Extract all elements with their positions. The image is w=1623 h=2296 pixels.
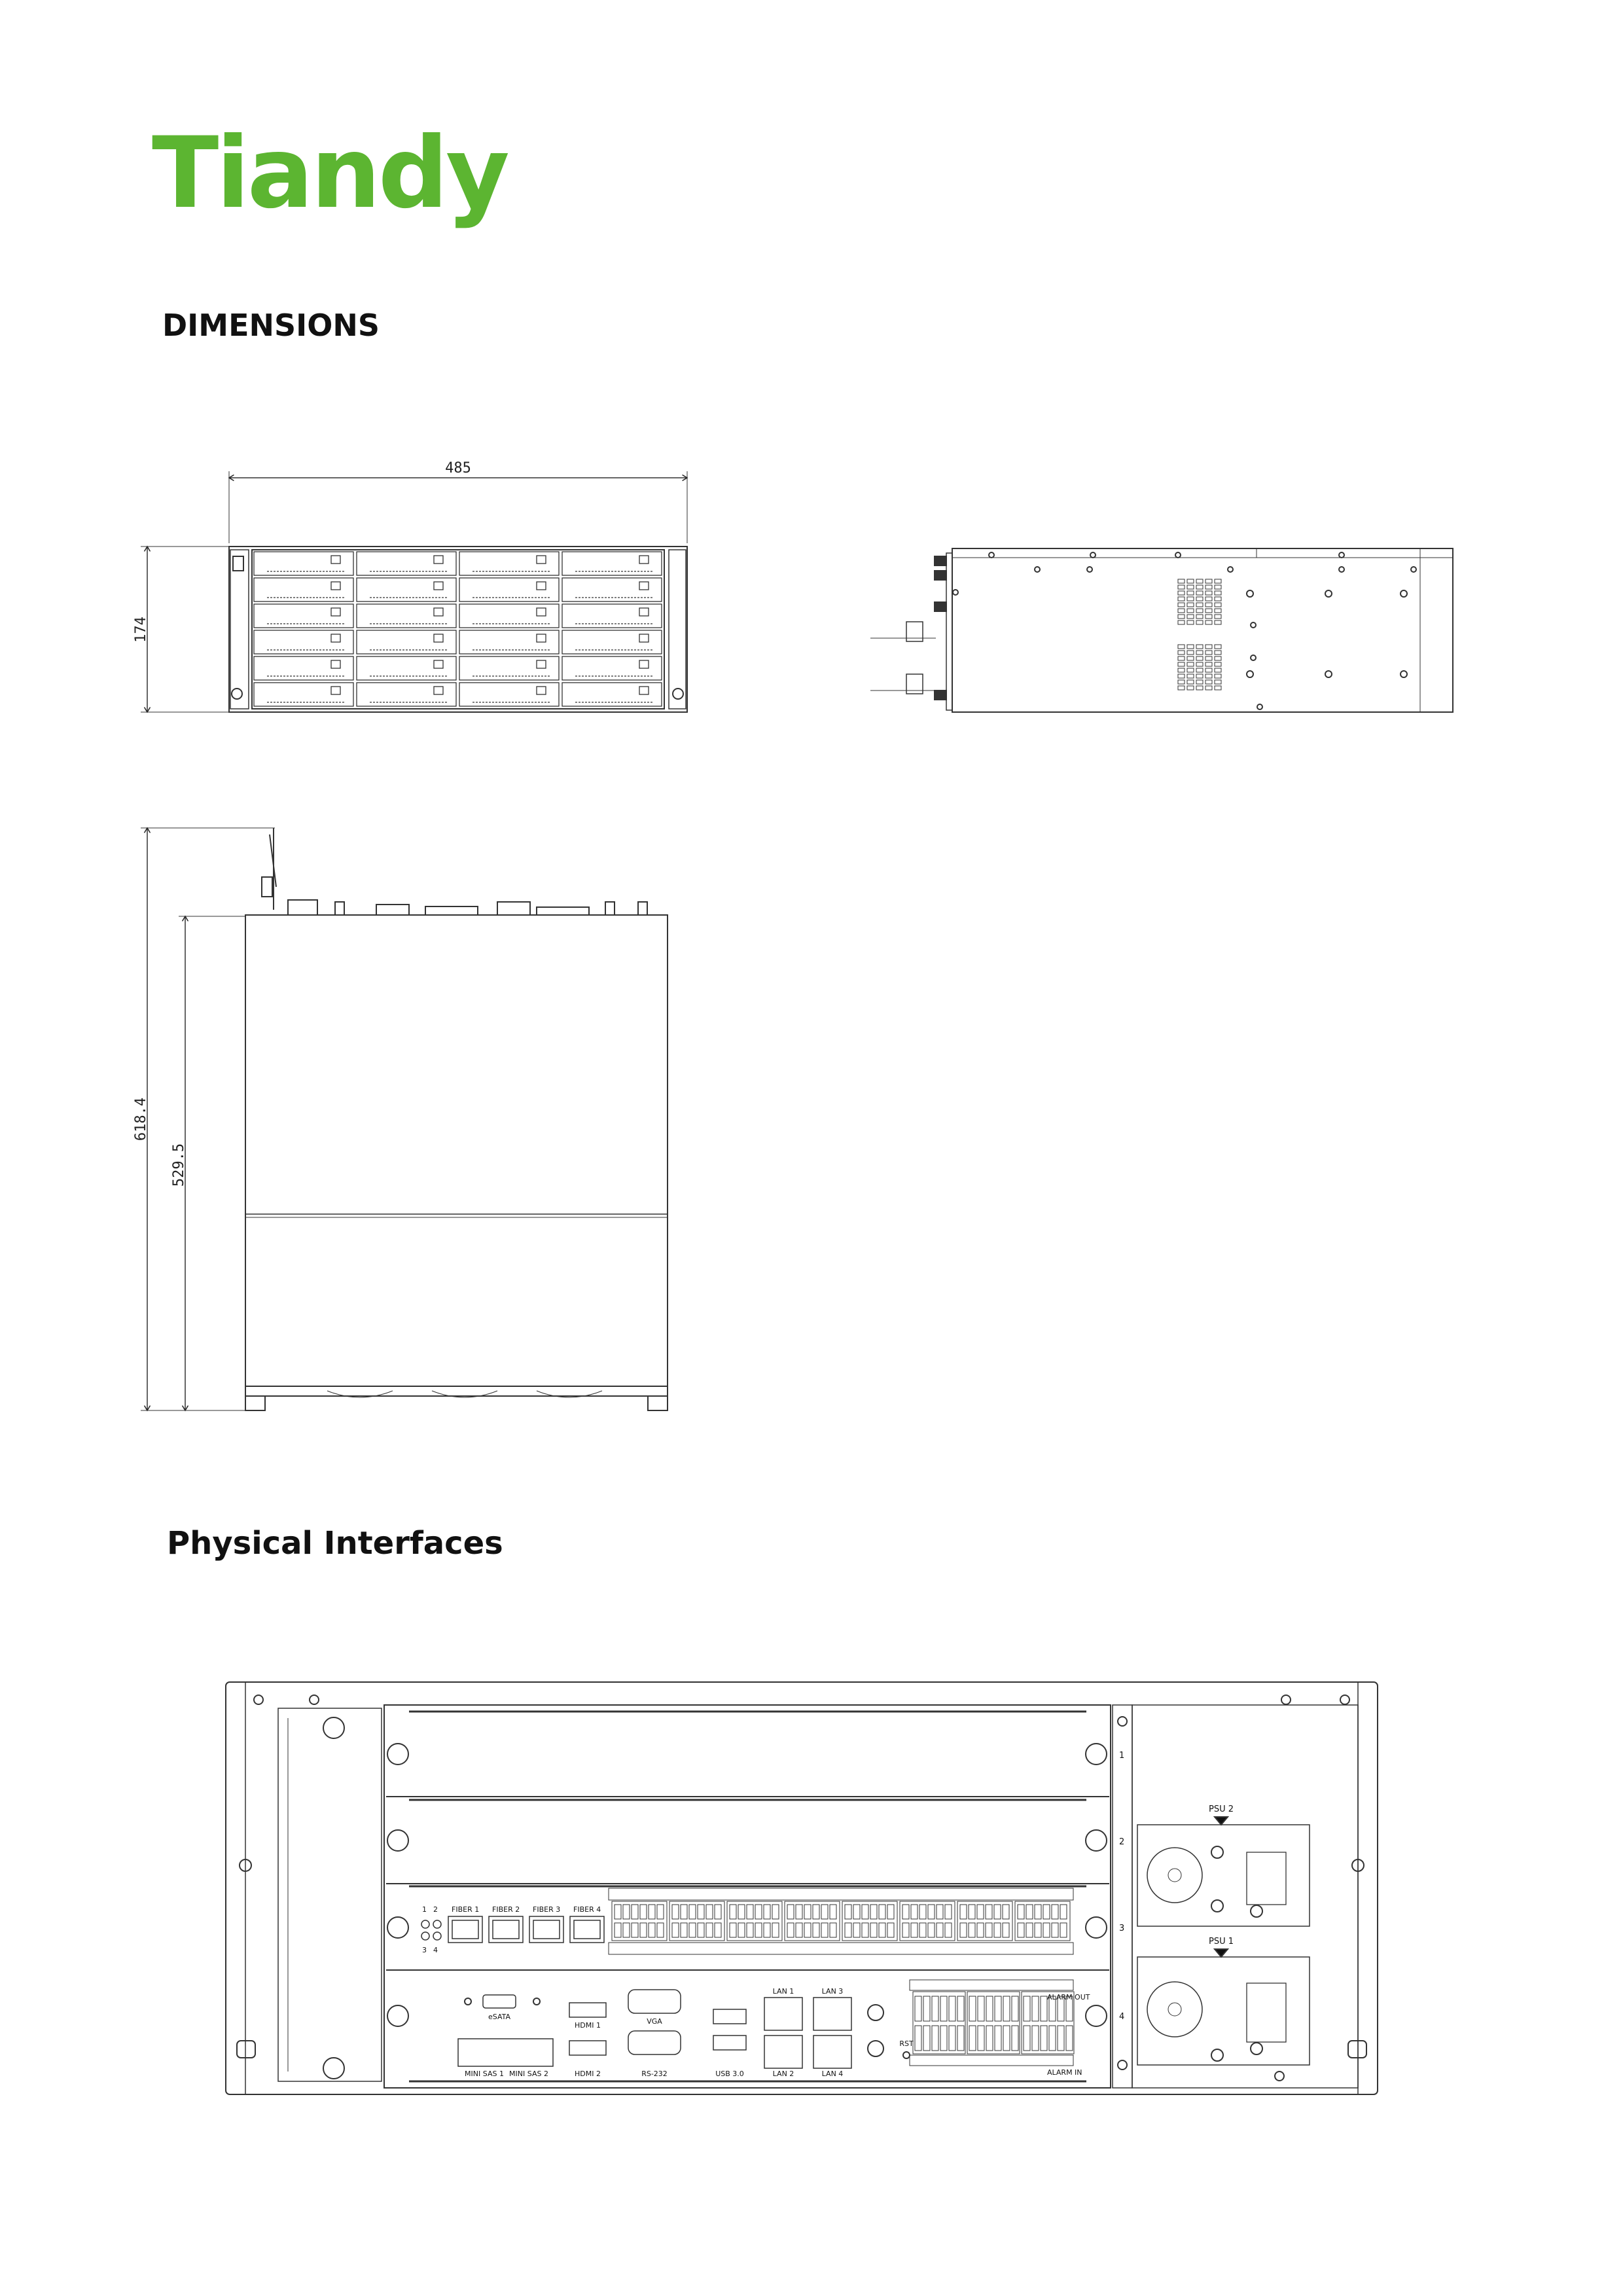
lan-4-label: LAN 4 [821,2070,844,2078]
usb-label: USB 3.0 [715,2070,744,2078]
lan-1-label: LAN 1 [772,1987,794,1996]
mini-sas-1-label: MINI SAS 1 [465,2070,504,2078]
mini-sas-2-label: MINI SAS 2 [509,2070,548,2078]
fiber-led-4: 4 [433,1946,438,1954]
fiber-led-1: 1 [422,1905,427,1914]
slot-4-label: 4 [1119,2012,1125,2022]
esata-label: eSATA [488,2013,511,2021]
rst-label: RST [899,2039,914,2048]
fiber-4-label: FIBER 4 [573,1905,601,1914]
fiber-2-label: FIBER 2 [492,1905,520,1914]
top-body-depth-label: 529.5 [171,1143,187,1187]
top-total-depth-label: 618.4 [133,1097,149,1141]
fiber-3-label: FIBER 3 [533,1905,561,1914]
lan-2-label: LAN 2 [772,2070,794,2078]
rear-panel-drawing [226,1682,1378,2094]
slot-3-label: 3 [1119,1924,1125,1933]
hdmi-1-label: HDMI 1 [575,2021,601,2030]
front-width-label: 485 [445,460,471,476]
physical-interfaces-title: Physical Interfaces [167,1525,503,1562]
slot-1-label: 1 [1119,1751,1125,1761]
psu-2-label: PSU 2 [1208,1804,1234,1814]
alarm-in-label: ALARM IN [1047,2068,1082,2077]
rs232-label: RS-232 [641,2070,668,2078]
alarm-out-label: ALARM OUT [1047,1993,1090,2001]
fiber-led-2: 2 [433,1905,438,1914]
vga-label: VGA [647,2017,662,2026]
psu-1-label: PSU 1 [1208,1937,1234,1946]
slot-2-label: 2 [1119,1837,1125,1847]
lan-3-label: LAN 3 [821,1987,844,1996]
front-view-drawing [141,471,687,712]
top-view-drawing [141,828,668,1410]
fiber-1-label: FIBER 1 [452,1905,480,1914]
side-view-drawing [870,548,1453,712]
dimensions-title: DIMENSIONS [162,308,380,343]
tiandy-logo: Tiandy [152,117,507,230]
fiber-led-3: 3 [422,1946,427,1954]
hdmi-2-label: HDMI 2 [575,2070,601,2078]
front-height-label: 174 [133,617,149,643]
